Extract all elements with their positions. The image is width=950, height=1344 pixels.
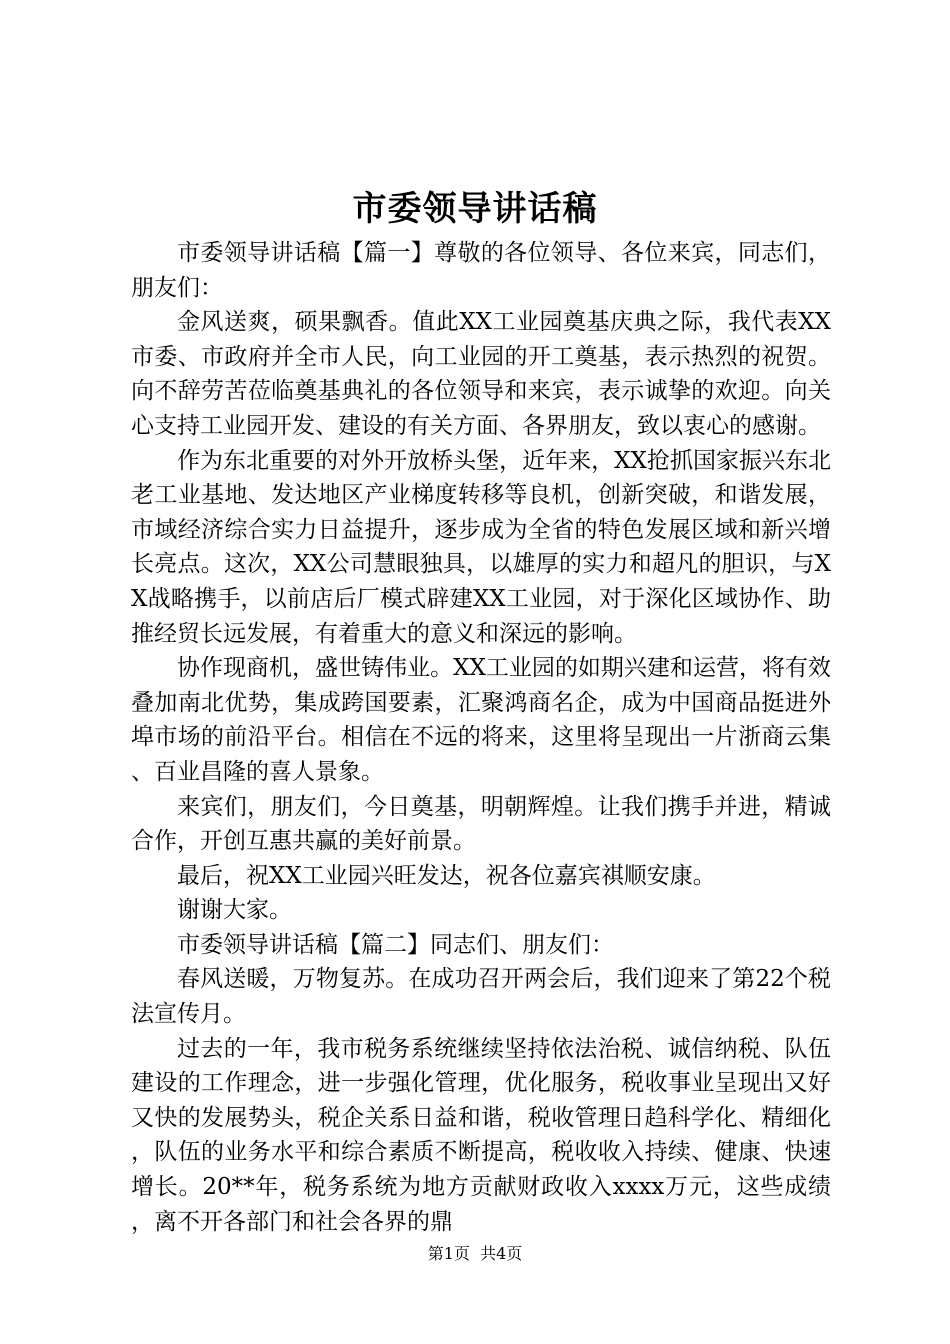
- footer-separator: [470, 1244, 480, 1263]
- paragraph: 过去的一年，我市税务系统继续坚持依法治税、诚信纳税、队伍建设的工作理念，进一步强化管理，优化服务，税收事业呈现出又好又快的发展势头，税企关系日益和谐，税收管理日趋科学化、精细化，队伍的业务水平和综合素质不断提高，税收收入持续、健康、快速增长。20**年，税务系统为地方贡献财政收入xxxx万元，这些成绩，离不开各部门和社会各界的鼎: [131, 1035, 831, 1235]
- paragraph: 春风送暖，万物复苏。在成功召开两会后，我们迎来了第22个税法宣传月。: [131, 966, 831, 1028]
- paragraph: 最后，祝XX工业园兴旺发达，祝各位嘉宾祺顺安康。: [177, 862, 716, 889]
- paragraph: 协作现商机，盛世铸伟业。XX工业园的如期兴建和运营，将有效叠加南北优势，集成跨国要素，汇聚鸿商名企，成为中国商品挺进外埠市场的前沿平台。相信在不远的将来，这里将呈现出一片浙商云集、百业昌隆的喜人景象。: [131, 655, 831, 785]
- paragraph: 来宾们，朋友们，今日奠基，明朝辉煌。让我们携手并进，精诚合作，开创互惠共赢的美好前景。: [131, 793, 831, 855]
- paragraph: 金风送爽，硕果飘香。值此XX工业园奠基庆典之际，我代表XX市委、市政府并全市人民，向工业园的开工奠基，表示热烈的祝贺。向不辞劳苦莅临奠基典礼的各位领导和来宾，表示诚挚的欢迎。向关心支持工业园开发、建设的有关方面、各界朋友，致以衷心的感谢。: [131, 309, 831, 439]
- paragraph: 作为东北重要的对外开放桥头堡，近年来，XX抢抓国家振兴东北老工业基地、发达地区产业梯度转移等良机，创新突破，和谐发展，市域经济综合实力日益提升，逐步成为全省的特色发展区域和新兴增长亮点。这次，XX公司慧眼独具，以雄厚的实力和超凡的胆识，与XX战略携手，以前店后厂模式辟建XX工业园，对于深化区域协作、助推经贸长远发展，有着重大的意义和深远的影响。: [131, 447, 831, 647]
- paragraph: 市委领导讲话稿【篇二】同志们、朋友们：: [177, 931, 614, 958]
- page-number: 第1页: [427, 1244, 470, 1263]
- paragraph: 市委领导讲话稿【篇一】尊敬的各位领导、各位来宾，同志们，朋友们：: [131, 240, 831, 301]
- document-title: 市委领导讲话稿: [352, 189, 598, 229]
- paragraph: 谢谢大家。: [177, 897, 292, 924]
- page-total: 共4页: [480, 1244, 523, 1263]
- document-body: [131, 236, 831, 1239]
- page-footer: [0, 1243, 950, 1265]
